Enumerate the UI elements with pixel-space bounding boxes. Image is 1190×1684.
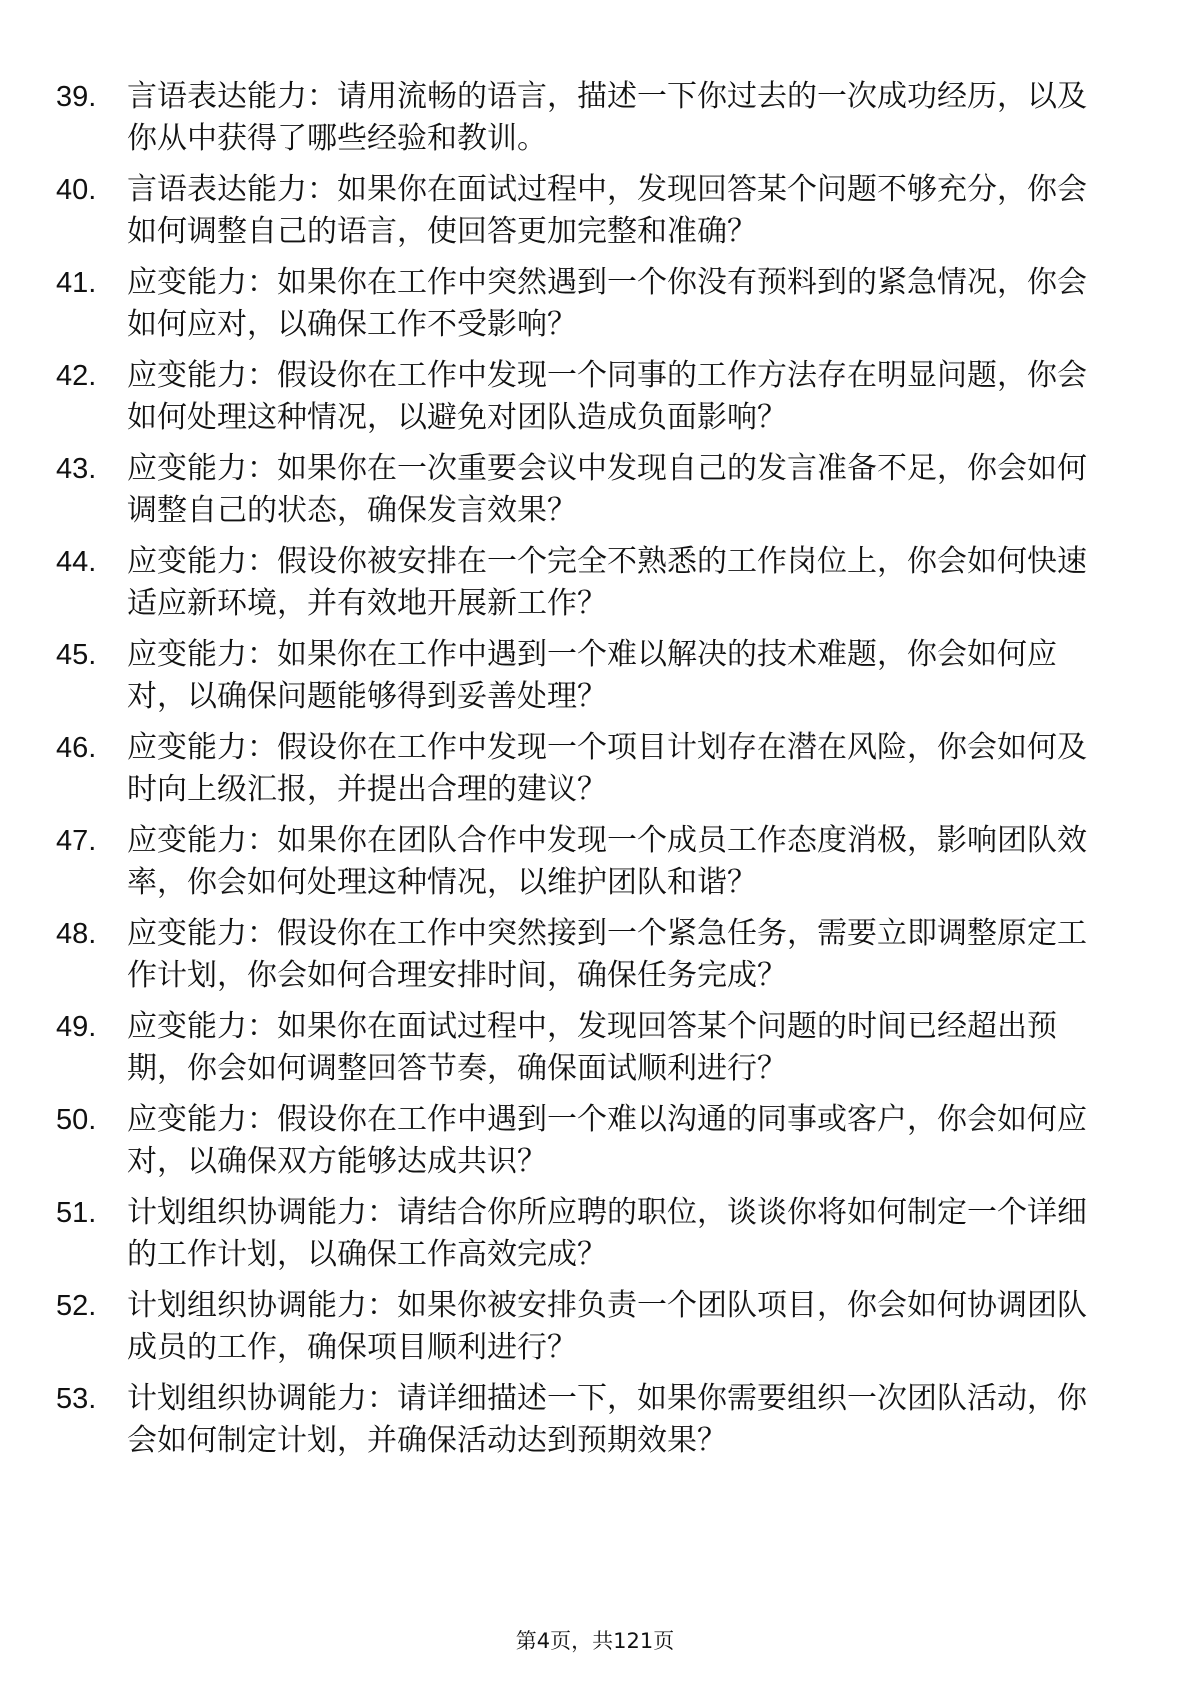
question-text: 应变能力：如果你在一次重要会议中发现自己的发言准备不足，你会如何调整自己的状态，确保发言效果？: [127, 451, 1087, 528]
question-number: 46.: [56, 732, 97, 764]
question-text: 应变能力：假设你被安排在一个完全不熟悉的工作岗位上，你会如何快速适应新环境，并有效地开展新工作？: [127, 544, 1087, 621]
question-number: 52.: [56, 1290, 97, 1322]
question-number: 41.: [56, 267, 97, 299]
question-number: 49.: [56, 1011, 97, 1043]
question-text: 计划组织协调能力：请详细描述一下，如果你需要组织一次团队活动，你会如何制定计划，并确保活动达到预期效果？: [127, 1381, 1087, 1458]
question-item: [0, 1285, 1190, 1378]
question-text: 应变能力：假设你在工作中发现一个项目计划存在潜在风险，你会如何及时向上级汇报，并提出合理的建议？: [127, 730, 1087, 807]
question-item: [0, 1192, 1190, 1285]
question-item: [0, 262, 1190, 355]
question-list: [0, 76, 1190, 1471]
question-item: [0, 820, 1190, 913]
question-item: [0, 913, 1190, 1006]
question-text: 应变能力：如果你在团队合作中发现一个成员工作态度消极，影响团队效率，你会如何处理这种情况，以维护团队和谐？: [127, 823, 1087, 900]
question-number: 45.: [56, 639, 97, 671]
question-item: [0, 355, 1190, 448]
question-number: 43.: [56, 453, 97, 485]
question-text: 应变能力：假设你在工作中遇到一个难以沟通的同事或客户，你会如何应对，以确保双方能够达成共识？: [127, 1102, 1087, 1179]
question-text: 应变能力：如果你在工作中突然遇到一个你没有预料到的紧急情况，你会如何应对，以确保工作不受影响？: [127, 265, 1087, 342]
question-number: 53.: [56, 1383, 97, 1415]
question-item: [0, 634, 1190, 727]
question-item: [0, 727, 1190, 820]
question-number: 40.: [56, 174, 97, 206]
question-number: 47.: [56, 825, 97, 857]
question-number: 51.: [56, 1197, 97, 1229]
question-item: [0, 76, 1190, 169]
question-number: 48.: [56, 918, 97, 950]
question-text: 应变能力：如果你在面试过程中，发现回答某个问题的时间已经超出预期，你会如何调整回答节奏，确保面试顺利进行？: [127, 1009, 1057, 1086]
question-text: 计划组织协调能力：请结合你所应聘的职位，谈谈你将如何制定一个详细的工作计划，以确保工作高效完成？: [127, 1195, 1087, 1272]
question-text: 言语表达能力：请用流畅的语言，描述一下你过去的一次成功经历，以及你从中获得了哪些经验和教训。: [127, 79, 1087, 156]
question-number: 39.: [56, 81, 97, 113]
question-number: 50.: [56, 1104, 97, 1136]
question-text: 应变能力：假设你在工作中突然接到一个紧急任务，需要立即调整原定工作计划，你会如何合理安排时间，确保任务完成？: [127, 916, 1087, 993]
question-number: 44.: [56, 546, 97, 578]
question-text: 应变能力：假设你在工作中发现一个同事的工作方法存在明显问题，你会如何处理这种情况，以避免对团队造成负面影响？: [127, 358, 1087, 435]
question-item: [0, 541, 1190, 634]
page-number-footer: 第4页，共121页: [515, 1629, 675, 1653]
question-text: 言语表达能力：如果你在面试过程中，发现回答某个问题不够充分，你会如何调整自己的语言，使回答更加完整和准确？: [127, 172, 1087, 249]
question-number: 42.: [56, 360, 97, 392]
question-text: 应变能力：如果你在工作中遇到一个难以解决的技术难题，你会如何应对，以确保问题能够得到妥善处理？: [127, 637, 1057, 714]
question-item: [0, 448, 1190, 541]
question-item: [0, 169, 1190, 262]
question-item: [0, 1378, 1190, 1471]
question-item: [0, 1099, 1190, 1192]
question-text: 计划组织协调能力：如果你被安排负责一个团队项目，你会如何协调团队成员的工作，确保项目顺利进行？: [127, 1288, 1087, 1365]
question-item: [0, 1006, 1190, 1099]
